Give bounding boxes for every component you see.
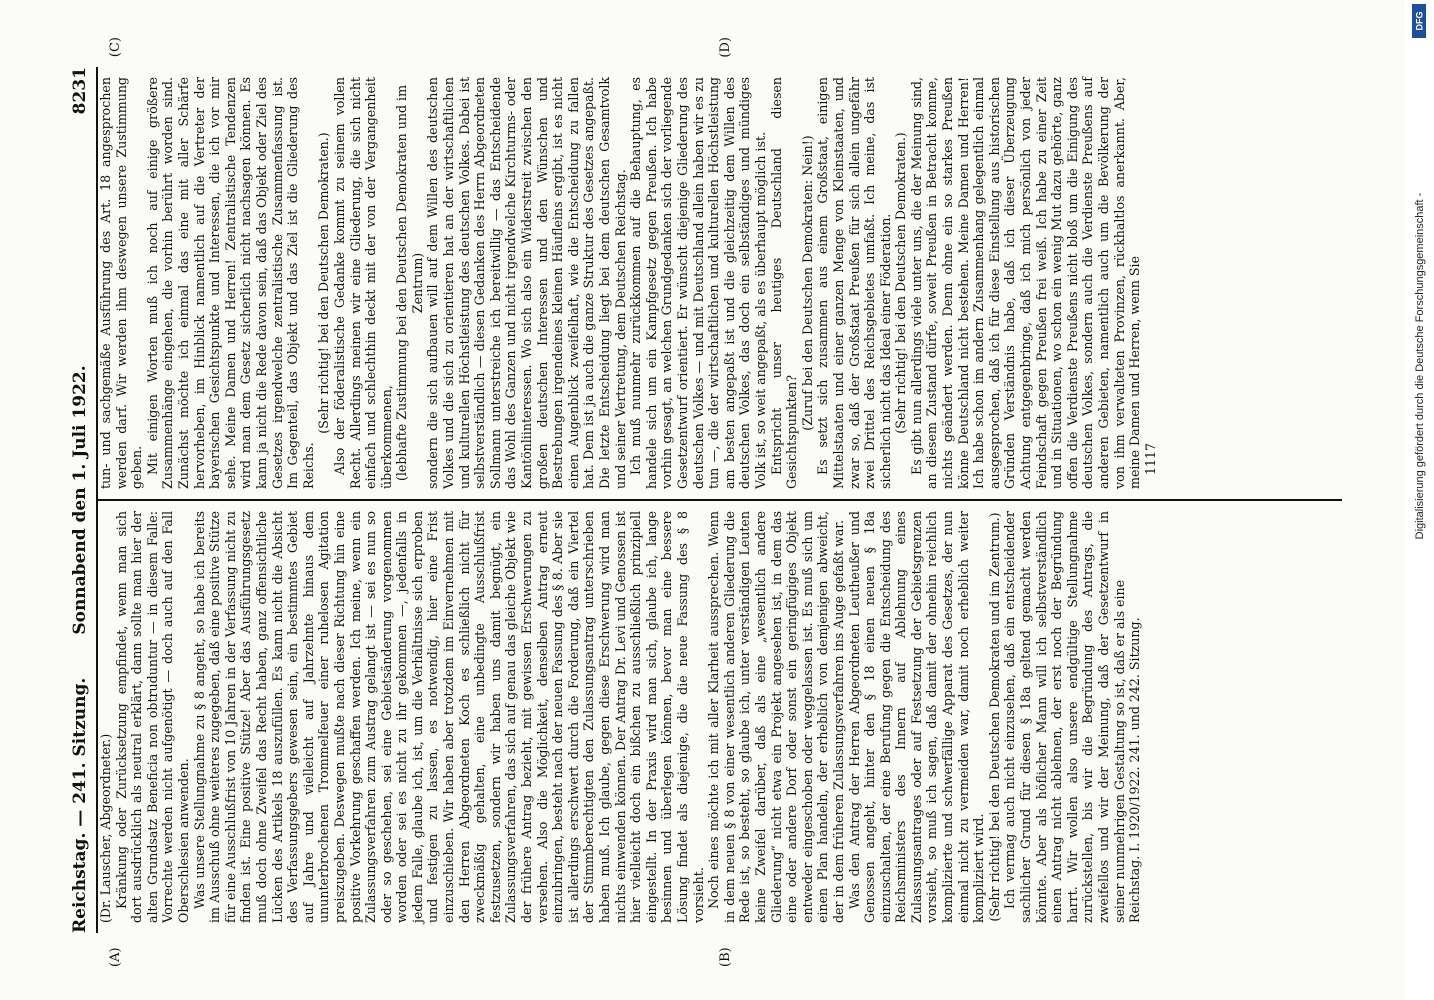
header-session: Reichstag. — 241. Sitzung. xyxy=(70,677,90,933)
reichstag-protocol-page xyxy=(32,25,1372,975)
paragraph: Also der föderalistische Gedanke kommt zu seinem vollen Recht. Allerdings meinen wir eine Gliederung, die sich nicht einfach und schlechthin deckt mit der von der Vergangenheit überkommenen, xyxy=(331,77,394,489)
dfg-logo: DFG xyxy=(1412,4,1426,38)
text-columns xyxy=(98,37,1342,967)
paragraph: Ich vermag auch nicht einzusehen, daß ein entscheidender sachlicher Grund für diesen § 18a geltend gemacht werden könnte. Aber als höflicher Mann will ich selbstverständlich einen Antrag nicht ablehnen, der erst noch der Begründung harrt. Wir wollen also unsere endgültige Stellungnahme zurückstellen, bis wir die Begründung des Antrags, die zweifellos und wir der Meinung, daß der Gesetzentwurf in seiner nunmehrigen Gestaltung so ist, daß er als eine xyxy=(1002,511,1127,923)
digitization-sidebar xyxy=(1405,0,1434,1000)
margin-mark-b: (B) xyxy=(718,947,733,967)
applause-note: (Sehr richtig! bei den Deutschen Demokraten.) xyxy=(316,132,332,434)
left-column xyxy=(98,501,1342,967)
applause-note: (Sehr richtig! bei den Deutschen Demokraten und im Zentrum.) xyxy=(986,512,1002,922)
paragraph: Was den Antrag der Herren Abgeordneten Leutheußer und Genossen angeht, hinter den § 18 einen neuen § 18a einzuschalten, der eine Berufung gegen die Entscheidung des Reichsministers des Innern auf Ablehnung eines Zulassungsantrages oder auf Festsetzung der Gebietsgrenzen vorsieht, so muß ich sagen, daß damit der ohnehin reichlich komplizierte und schwerfällige Apparat des Gesetzes, der nun einmal nicht zu vermeiden war, damit noch erheblich weiter kompliziert wird. xyxy=(846,511,987,923)
paragraph: Noch eines möchte ich mit aller Klarheit aussprechen. Wenn in dem neuen § 8 von einer wesentlich anderen Gliederung die Rede ist, so besteht, so glaube ich, unter verständigen Leuten keine Zweifel darüber, daß als eine „wesentlich andere Gliederung“ nicht etwa ein Projekt angesehen ist, in dem das eine oder andere Dorf oder sonst ein geringfügiges Objekt entweder eingeschoben oder weggelassen ist. Es muß sich um einen Plan handeln, der erheblich von demjenigen abweicht, der in dem früheren Zulassungsverfahren ins Auge gefaßt war. xyxy=(706,511,846,923)
applause-note: (lebhafte Zustimmung bei den Deutschen Demokraten und im Zentrum) xyxy=(394,84,425,482)
applause-note: (Zuruf bei den Deutschen Demokraten: Nein!) xyxy=(799,135,815,431)
page-header xyxy=(62,67,98,933)
speaker-note: (Dr. Lauscher, Abgeordneter.) xyxy=(98,733,113,923)
margin-mark-a: (A) xyxy=(108,947,123,967)
applause-note: (Sehr richtig! bei den Deutschen Demokraten.) xyxy=(893,132,909,434)
page-footer-right: 1117 xyxy=(1142,442,1158,475)
digitization-note: Digitalisierung gefördert durch die Deutsche Forschungsgemeinschaft - xyxy=(1413,192,1426,540)
paragraph: Was unsere Stellungnahme zu § 8 angeht, so habe ich bereits im Ausschuß ohne weiteres zugegeben, daß eine positive Stütze für eine Ausschlußfrist von 10 Jahren in der Verfassung nicht zu finden ist. Eine positive Stütze! Aber das Ausführungsgesetz muß doch ohne Zweifel das Recht haben, ganz offensichtliche Lücken des Artikels 18 auszufüllen. Es kann nicht die Absicht des Verfassungsgebers gewesen sein, ein bestimmtes Gebiet auf Jahre und vielleicht auf Jahrzehnte hinaus dem ununterbrochenen Trommelfeuer einer ruhelosen Agitation preiszugeben. Deswegen mußte nach dieser Richtung hin eine positive Vorkehrung geschaffen werden. Ich meine, wenn ein Zulassungsverfahren zum Austrag gelangt ist — sei es nun so oder so geschehen, sei eine Gebietsänderung vorgenommen worden oder sei es nicht zu ihr gekommen —, jedenfalls in jedem Falle, glaube ich, ist, um die Verhältnisse sich erproben und festigen zu lassen, es notwendig, hier eine Frist einzuschieben. Wir haben aber trotzdem im Einvernehmen mit den Herren Abgeordneten Koch es schließlich nicht für zweckmäßig gehalten, eine unbedingte Ausschlußfrist festzusetzen, sondern wir haben uns damit begnügt, ein Zulassungsverfahren, das sich auf genau das gleiche Objekt wie der frühere Antrag bezieht, mit gewissen Erschwerungen zu versehen. Also die Möglichkeit, denselben Antrag erneut einzubringen, besteht nach der neuen Fassung des § 8. Aber sie ist allerdings erschwert durch die Forderung, daß ein Viertel der Stimmberechtigten den Zulassungsantrag unterschrieben haben muß. Ich glaube, gegen diese Erschwerung wird man nichts einwenden können. Der Antrag Dr. Levi und Genossen ist hier vielleicht doch ein bißchen zu ausschließlich prinzipiell eingestellt. In der Praxis wird man sich, glaube ich, lange besinnen und überlegen können, bevor man eine bessere Lösung findet als diejenige, die die neue Fassung des § 8 vorsieht. xyxy=(191,511,706,923)
right-column xyxy=(98,37,1342,501)
margin-mark-d: (D) xyxy=(718,37,733,58)
paragraph: tun- und sachgemäße Ausführung des Art. 18 angesprochen werden darf. Wir werden ihm deswegen unsere Zustimmung geben. xyxy=(98,77,145,489)
paragraph: Kränkung oder Zurücksetzung empfindet, wenn man sich dort ausdrücklich als neutral erklärt, dann sollte man hier der alten Grundsatz Beneficia non obtruduntur — in diesem Falle: Vorrechte werden nicht aufgenötigt — doch auch auf den Fall Oberschlesien anwenden. xyxy=(113,511,191,923)
paragraph: sondern die sich aufbauen will auf dem Willen des deutschen Volkes und die sich zu orientieren hat an der wirtschaftlichen und kulturellen Höchstleistung des deutschen Volkes. Dabei ist selbstverständlich — diesen Gedanken des Herrn Abgeordneten Sollmann unterstreiche ich bereitwillig — das Entscheidende das Wohl des Ganzen und nicht irgendwelche Kirchturms- oder Kantönliinteressen. Wo sich also ein Widerstreit zwischen den großen deutschen Interessen und den Wünschen und Bestrebungen irgendeines kleinen Häufleins ergibt, ist es nicht einen Augenblick zweifelhaft, wie die Entscheidung zu fallen hat. Dem ist ja auch die ganze Struktur des Gesetzes angepaßt. Die letzte Entscheidung liegt bei dem deutschen Gesamtvolk und seiner Vertretung, dem Deutschen Reichstag. xyxy=(425,77,628,489)
margin-mark-c: (C) xyxy=(108,37,123,58)
paragraph: Entspricht unser heutiges Deutschland diesen Gesichtspunkten? xyxy=(768,77,800,489)
paragraph: Es setzt sich zusammen aus einem Großstaat, einigen Mittelstaaten und einer ganzen Menge von Kleinstaaten, und zwar so, daß der Großstaat Preußen für sich allein ungefähr zwei Drittel des Reichsgebietes umfaßt. Ich meine, das ist sicherlich nicht das Ideal einer Föderation. xyxy=(815,77,893,489)
paragraph: Mit einigen Worten muß ich noch auf einige größere Zusammenhänge eingehen, die vorhin berührt worden sind. Zunächst möchte ich einmal das eine mit aller Schärfe hervorheben, im Hinblick namentlich auf die Vertreter der bayerischen Gesichtspunkte und Interessen, die ich vor mir sehe. Meine Damen und Herren! Zentralistische Tendenzen wird man dem Gesetz sicherlich nicht nachsagen können. Es kann ja nicht die Rede davon sein, daß das Objekt oder Ziel des Gesetzes irgendwelche zentralistische Zusammenfassung ist. Im Gegenteil, das Objekt und das Ziel ist die Gliederung des Reichs. xyxy=(144,77,316,489)
page-number: 8231 xyxy=(70,67,90,115)
paragraph: Es gibt nun allerdings viele unter uns, die der Meinung sind, an diesem Zustand dürfe, soweit Preußen in Betracht komme, nichts geändert werden. Denn ohne ein so starkes Preußen könne Deutschland nicht bestehen. Meine Damen und Herren! Ich habe schon im andern Zusammenhang gelegentlich einmal ausgesprochen, daß ich für diese Einstellung aus historischen Gründen Verständnis habe, daß ich dieser Überzeugung Achtung entgegenbringe, daß ich mich persönlich von jeder Feindschaft gegen Preußen frei weiß. Ich habe zu einer Zeit und in Situationen, wo schon ein wenig Mut dazu gehörte, ganz offen die Verdienste Preußens nicht bloß um die Einigung des deutschen Volkes, sondern auch die Verdienste Preußens auf anderen Gebieten, namentlich auch um die Bevölkerung der von ihm verwalteten Provinzen, rückhaltlos anerkannt. Aber, meine Damen und Herren, wenn Sie xyxy=(908,77,1143,489)
header-date: Sonnabend den 1. Juli 1922. xyxy=(70,365,90,635)
paragraph: Ich muß nunmehr zurückkommen auf die Behauptung, es handele sich um ein Kampfgesetz gegen Preußen. Ich habe vorhin gesagt, an welchen Grundgedanken sich der vorliegende Gesetzentwurf orientiert. Er wünscht diejenige Gliederung des deutschen Volkes — und mit Deutschland allein haben wir es zu tun —, die der wirtschaftlichen und kulturellen Höchstleistung am besten angepaßt ist und die gleichzeitig dem Willen des deutschen Volkes, das doch ein selbständiges und mündiges Volk ist, so weit angepaßt, als es überhaupt möglich ist. xyxy=(628,77,768,489)
page-footer-left: Reichstag. I. 1920/1922. 241. und 242. Sitzung. xyxy=(1127,617,1143,923)
